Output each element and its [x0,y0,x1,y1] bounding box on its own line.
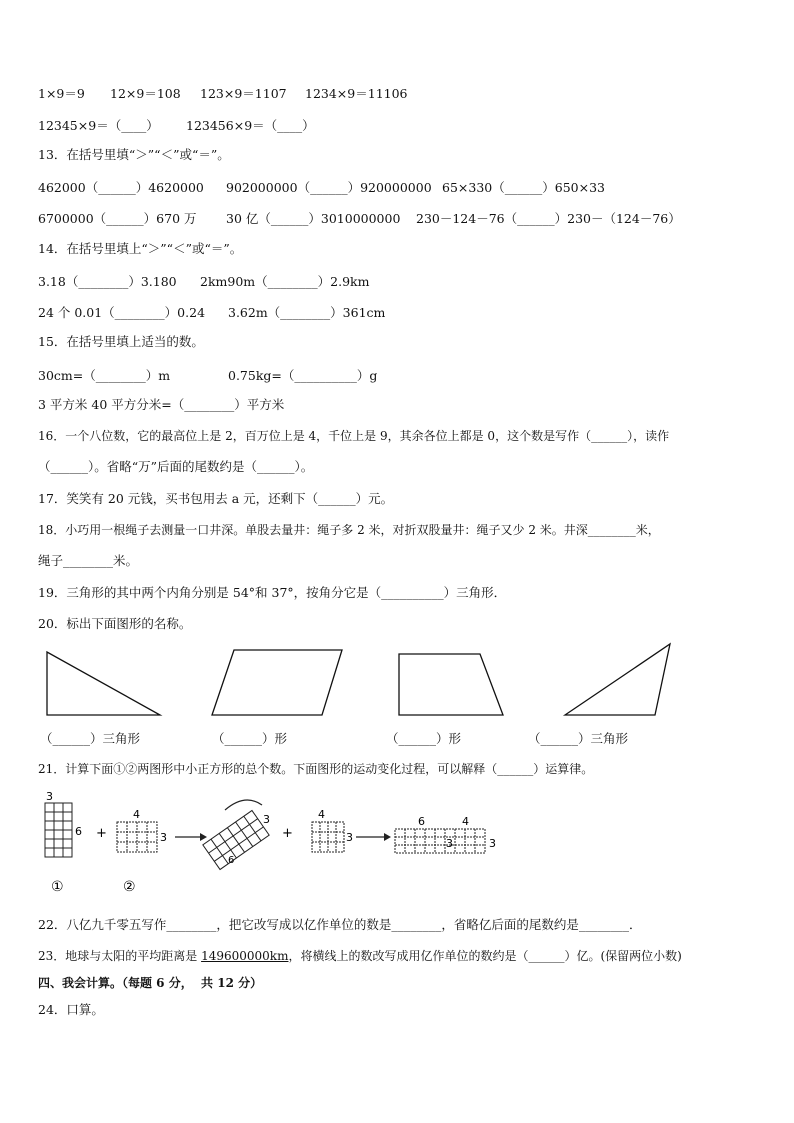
grid-figure-3 [312,822,344,852]
q14-r1-b: 2km90m（________）2.9km [200,274,370,289]
q22: 22．八亿九千零五写作________，把它改写成以亿作单位的数是________，省略亿后面的尾数约是________． [38,917,642,932]
q15-title: 15．在括号里填上适当的数。 [38,334,204,349]
q13-r1-b: 902000000（______）920000000 [226,180,432,195]
q14-r2-a: 24 个 0.01（________）0.24 [38,305,206,320]
q22-b: ，把它改写成以亿作单位的数是 [216,917,392,932]
trapezoid-shape [399,654,503,715]
example-1: 1×9＝9 [38,86,85,101]
plus-sign-1: + [96,826,107,841]
fig1-side-label: 6 [75,825,82,838]
section-4-heading: 四、我会计算。（每题 6 分， 共 12 分） [38,976,263,990]
q22-d: ． [628,917,642,932]
q20-label-2: （______）形 [212,731,288,746]
fig2-side-label: 3 [160,831,167,844]
q16-line1: 16．一个八位数，它的最高位上是 2，百万位上是 4，千位上是 9，其余各位上都是 0，这个数是写作（______），读作 [38,429,670,443]
rot-label-b: 6 [228,855,235,866]
right-triangle-shape [47,652,160,715]
q22-c: ，省略亿后面的尾数约是 [441,917,579,932]
rot-label-a: 3 [263,813,270,826]
blank-6: 123456×9＝（____） [186,118,315,133]
q20-title: 20．标出下面图形的名称。 [38,616,192,631]
q13-r1-c: 65×330（______）650×33 [442,180,605,195]
combined-label-4: 4 [462,815,469,828]
rotation-arrow [225,800,262,810]
combined-label-6: 6 [418,815,425,828]
q14-r2-b: 3.62m（________）361cm [228,305,386,320]
q15-r1-b: 0.75kg=（__________）g [228,368,378,383]
q22-a: 22．八亿九千零五写作 [38,917,167,932]
plus-sign-2: + [282,826,293,841]
q13-r1-a: 462000（______）4620000 [38,180,204,195]
q23-a: 23．地球与太阳的平均距离是 [38,949,202,963]
q21-title: 21．计算下面①②两图形中小正方形的总个数。下面图形的运动变化过程，可以解释（______）运算律。 [38,762,594,776]
blank-5: 12345×9＝（____） [38,118,159,133]
rotated-grid [203,811,269,870]
q20-label-3: （______）形 [386,731,462,746]
q21-figure [0,785,794,905]
q17: 17．笑笑有 20 元钱，买书包用去 a 元，还剩下（______）元。 [38,491,394,506]
grid-figure-2 [117,822,157,852]
example-4: 1234×9＝11106 [305,86,408,101]
q18-line2: 绳子________米。 [38,553,139,568]
q13-title: 13．在括号里填“＞”“＜”或“＝”。 [38,147,230,162]
q23 [38,948,682,964]
q18-line1: 18．小巧用一根绳子去测量一口井深。单股去量井：绳子多 2 米，对折双股量井：绳子又少 2 米。井深________米， [38,523,660,537]
q15-r2: 3 平方米 40 平方分米=（________）平方米 [38,397,285,412]
q20-label-1: （______）三角形 [40,731,141,746]
q16-line2: （______）。省略“万”后面的尾数约是（______）。 [38,459,314,474]
example-3: 123×9＝1107 [200,86,287,101]
q20-shapes [0,640,794,724]
fig1-top-label: 3 [46,790,53,803]
q14-title: 14．在括号里填上“＞”“＜”或“＝”。 [38,241,243,256]
parallelogram-shape [212,650,342,715]
q19: 19．三角形的其中两个内角分别是 54°和 37°，按角分它是（__________）三角形． [38,585,507,600]
circled-2: ② [123,879,136,895]
combined-grid [395,829,485,853]
q24: 24．口算。 [38,1002,104,1017]
example-2: 12×9＝108 [110,86,181,101]
q14-r1-a: 3.18（________）3.180 [38,274,177,289]
q13-r2-a: 6700000（______）670 万 [38,211,197,226]
q23-b: ，将横线上的数改写成用亿作单位的数约是（______）亿。(保留两位小数) [288,949,682,963]
q23-number: 149600000km [201,949,289,963]
combined-label-3a: 3 [446,837,453,850]
fig2-top-label: 4 [133,808,140,821]
fig3-side-label: 3 [346,831,353,844]
fig3-top-label: 4 [318,808,325,821]
obtuse-triangle-shape [565,644,670,715]
q20-label-4: （______）三角形 [528,731,629,746]
q13-r2-c: 230－124－76（______）230－（124－76） [416,211,681,226]
grid-figure-1 [45,803,72,857]
q13-r2-b: 30 亿（______）3010000000 [226,211,401,226]
q15-r1-a: 30cm=（________）m [38,368,171,383]
circled-1: ① [51,879,64,895]
combined-label-3b: 3 [489,837,496,850]
